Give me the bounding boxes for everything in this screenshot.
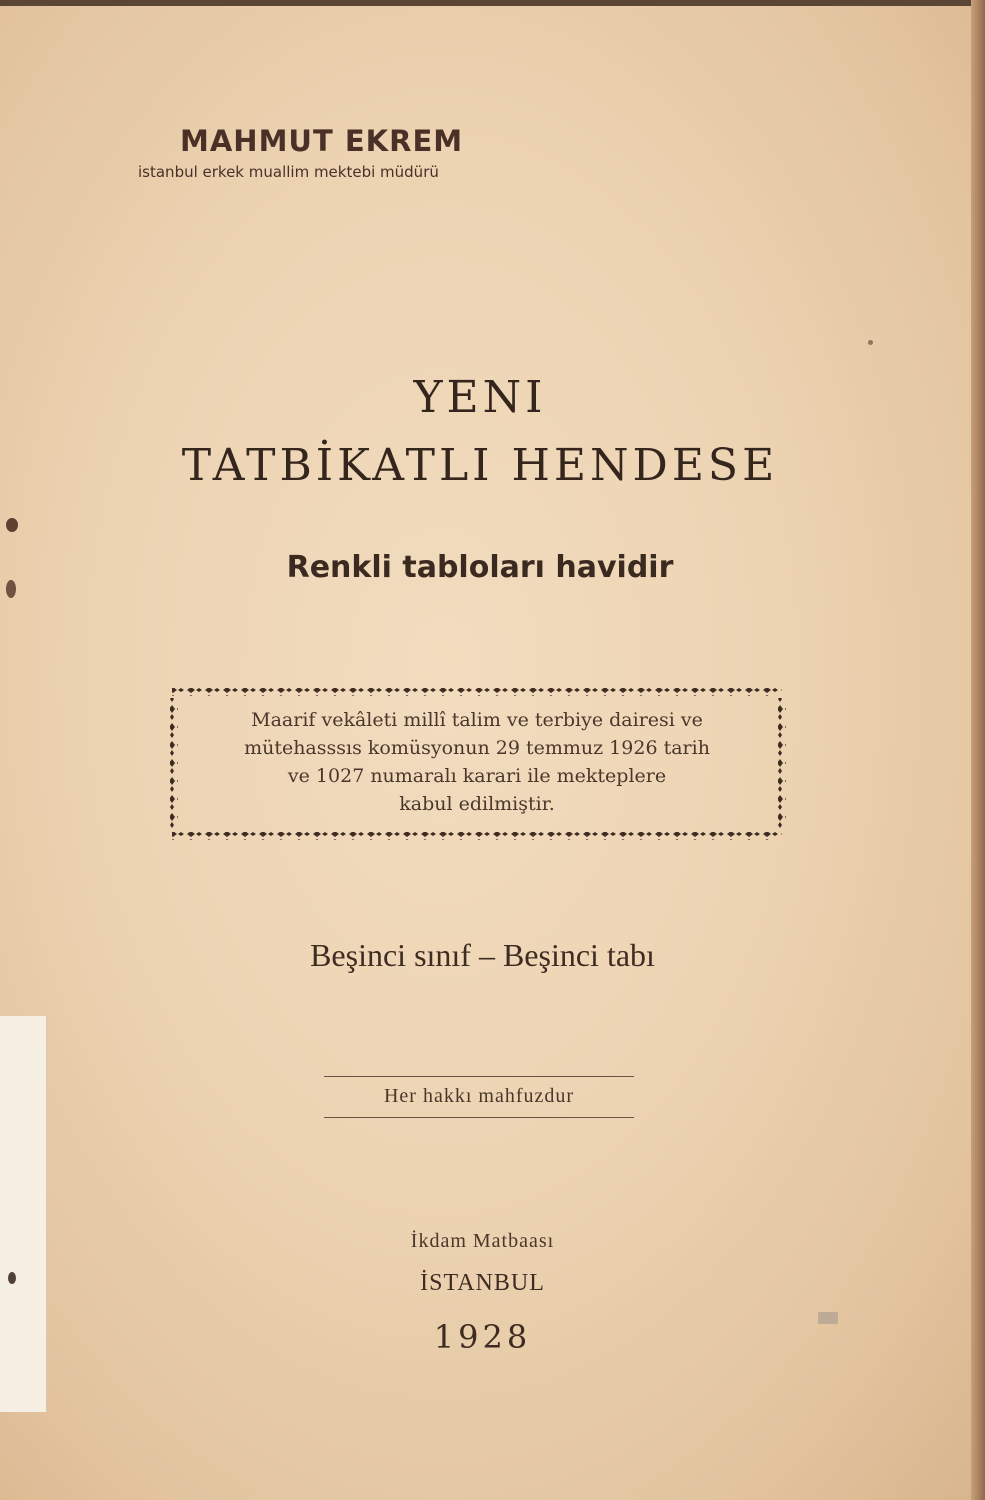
book-title-line-2: TATBİKATLI HENDESE (181, 440, 779, 491)
book-subtitle: Renkli tabloları havidir (286, 550, 674, 585)
notice-line: Maarif vekâleti millî talim ve terbiye dairesi ve (251, 709, 703, 731)
rights-box (324, 1076, 634, 1118)
rights-notice: Her hakkı mahfuzdur (383, 1085, 575, 1107)
page-right-edge (971, 0, 985, 1500)
notice-line: kabul edilmiştir. (399, 793, 555, 815)
publication-city: İSTANBUL (420, 1270, 545, 1296)
author-role: istanbul erkek muallim mektebi müdürü (138, 163, 439, 181)
edition-info: Beşinci sınıf – Beşinci tabı (310, 937, 655, 973)
printer-name: İkdam Matbaası (410, 1230, 555, 1252)
approval-notice-frame (168, 686, 786, 840)
book-title-line-1: YENI (413, 372, 547, 423)
ink-spot (6, 518, 18, 532)
author-name: MAHMUT EKREM (180, 124, 464, 158)
approval-notice-text (168, 706, 786, 818)
ink-spot (868, 340, 873, 345)
notice-line: ve 1027 numaralı karari ile mekteplere (287, 765, 667, 787)
notice-line: mütehasssıs komüsyonun 29 temmuz 1926 tarih (244, 737, 710, 759)
publication-year: 1928 (433, 1318, 532, 1356)
page-top-edge (0, 0, 985, 6)
